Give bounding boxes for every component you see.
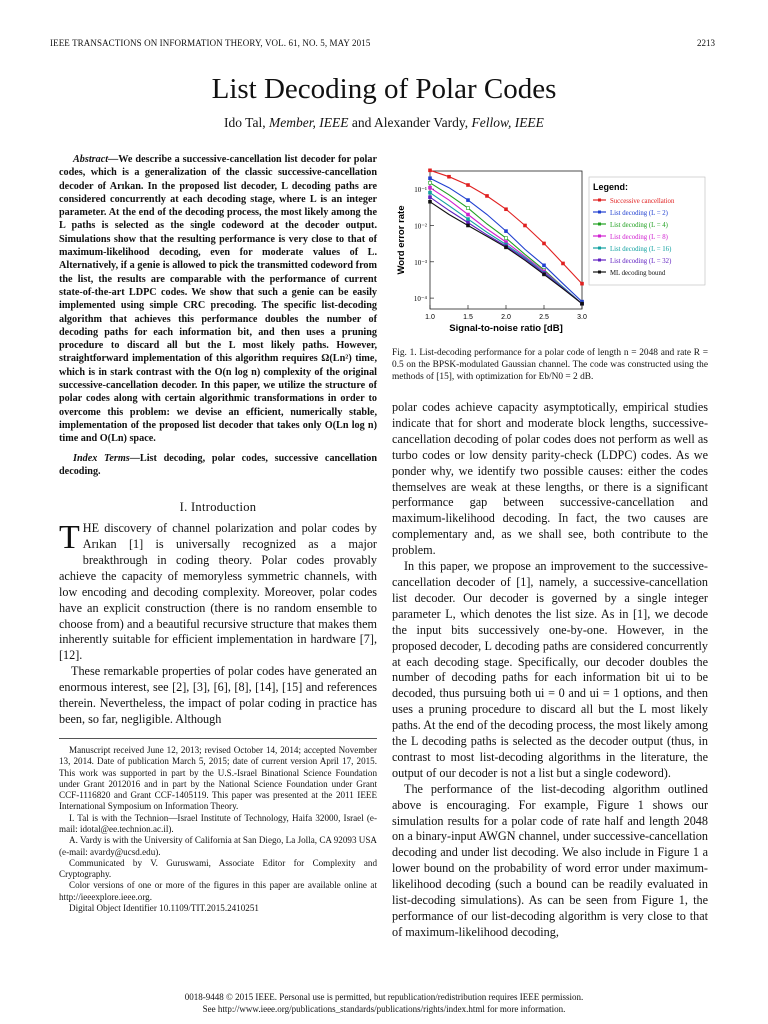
legend-entry: List decoding (L = 16) — [610, 246, 672, 253]
series-point — [543, 242, 546, 245]
series-point — [467, 224, 470, 227]
series-line — [430, 170, 582, 283]
series-line — [430, 197, 582, 304]
footnote: A. Vardy is with the University of California at San Diego, La Jolla, CA 92093 USA (e-mail: avardy@ucsd.edu). — [59, 835, 377, 857]
series-point — [467, 213, 470, 216]
x-axis-label: Signal-to-noise ratio [dB] — [449, 323, 563, 333]
index-terms-text: List decoding, polar codes, successive cancellation decoding. — [59, 452, 377, 477]
wer-chart — [392, 163, 708, 333]
figure-caption: Fig. 1. List-decoding performance for a polar code of length n = 2048 and rate R = 0.5 on the BPSK-modulated Gaussian channel. The code was constructed using the methods of [15], with optimization for Eb/N0 = 2 dB. — [392, 348, 708, 382]
series-point — [429, 200, 432, 203]
series-point — [429, 191, 432, 194]
author-name: Ido Tal, — [224, 115, 266, 130]
y-ticks — [414, 186, 434, 303]
legend-entry: ML decoding bound — [610, 270, 666, 277]
legend-entry: List decoding (L = 4) — [610, 222, 668, 229]
legend-frame — [589, 177, 705, 285]
plot-frame — [430, 171, 582, 309]
author-name: Alexander Vardy, — [373, 115, 469, 130]
abstract — [59, 153, 377, 446]
footnote-rule — [59, 738, 377, 739]
legend-marker — [598, 271, 601, 274]
index-terms — [59, 452, 377, 479]
intro-paragraph-2: These remarkable properties of polar codes have generated an enormous interest, see [2], [3], [6], [8], [14], [15] and references therein. Nevertheless, the impact of polar coding in practice has been, so far, negligible. Although — [59, 664, 377, 726]
series-point — [543, 273, 546, 276]
series-point — [429, 196, 432, 199]
index-terms-label: Index Terms— — [73, 452, 140, 464]
y-axis-label: Word error rate — [396, 205, 407, 275]
x-tick-label: 2.5 — [539, 314, 549, 321]
series-point — [467, 218, 470, 221]
series-point — [467, 221, 470, 224]
footnote: Color versions of one or more of the figures in this paper are available online at http://ieeexplore.ieee.org. — [59, 880, 377, 902]
author-line — [0, 115, 768, 131]
legend-marker — [598, 247, 601, 250]
series-point — [486, 194, 489, 197]
footnote: Manuscript received June 12, 2013; revised October 14, 2014; accepted November 13, 2014. Date of publication March 5, 2015; date of current version April 17, 2015. This work was supported in part by the U.S.-Israel Binational Science Foundation under Grant 2012016 and in part by the National Science Foundation under Grant CCF-1116820 and Grant CCF-1405119. This paper was presented at the 2011 IEEE International Symposium on Information Theory. — [59, 744, 377, 812]
series-point — [581, 302, 584, 305]
legend-marker — [598, 259, 601, 262]
right-paragraph-1: polar codes achieve capacity asymptotically, empirical studies indicate that for short and moderate block lengths, successive-cancellation decoding of polar codes does not perform as well as turbo codes or low density parity-check (LDPC) codes. As we ponder why, we identify two possible causes: either the codes themselves are weak at these lengths, or there is a significant performance gap between successive-cancellation and maximum-likelihood decoding. In fact, the two causes are complementary and, as we shall see, both contribute to the problem. — [392, 400, 708, 558]
legend-marker — [598, 223, 601, 226]
author-role: Member, IEEE — [268, 115, 349, 130]
series-point — [581, 282, 584, 285]
section-heading: I. Introduction — [179, 500, 257, 515]
paper-title: List Decoding of Polar Codes — [211, 73, 557, 105]
y-tick-label: 10⁻² — [414, 222, 427, 231]
intro-paragraph — [59, 521, 377, 664]
series-point — [505, 246, 508, 249]
abstract-text: We describe a successive-cancellation list decoder for polar codes, which is a generalization of the classic successive-cancellation decoder of Arıkan. In the proposed list decoder, L decoding paths are considered concurrently at each decoding stage, where L is an integer parameter. At the end of the decoding process, the most likely among the L paths is selected as the single codeword at the decoder output. Simulations show that the resulting performance is very close to that of maximum-likelihood decoding, even for moderate values of L. Alternatively, if a genie is allowed to pick the transmitted codeword from the list, the results are comparable with the performance of current state-of-the-art LDPC codes. We show that such a genie can be easily implemented using simple CRC precoding. The specific list-decoding algorithm that achieves this performance doubles the number of decoding paths for each information bit, and then uses a pruning procedure to discard all but the L most likely paths. However, straightforward implementation of this algorithm requires Ω(Ln²) time, which is in stark contrast with the O(n log n) complexity of the original successive-cancellation decoder. In this paper, we utilize the structure of polar codes along with certain algorithmic transformations in order to overcome this problem: we devise an efficient, numerically stable, implementation of the proposed list decoder that takes only O(Ln log n) time and O(Ln) space. — [59, 154, 377, 445]
footnote: Communicated by V. Guruswami, Associate Editor for Complexity and Cryptography. — [59, 857, 377, 880]
page-number: 2213 — [697, 38, 715, 48]
series-point — [429, 186, 432, 189]
copyright-line: 0018-9448 © 2015 IEEE. Personal use is permitted, but republication/redistribution requires IEEE permission. — [184, 992, 584, 1002]
right-paragraph-2: In this paper, we propose an improvement to the successive-cancellation decoder of [1], namely, a successive-cancellation list decoder. Our decoder is governed by a single integer parameter L, which denotes the list size. As in [1], we decode the input bits successively one-by-one. However, in the proposed decoder, L decoding paths are considered concurrently at each decoding stage. Specifically, our decoder doubles the number of decoding paths for each information bit ui to be decoded, thus pursuing both ui = 0 and ui = 1 options, and then uses a pruning procedure to discard all but the L most likely paths. At the end of the decoding process, the most likely among the L decoding paths is selected as the decoder output (thus, in contrast to most list-decoding algorithms in the literature, the output of our decoder is not a list but a single codeword). — [392, 559, 708, 780]
intro-paragraph-text: HE discovery of channel polarization and polar codes by Arıkan [1] is universally recognized as a major breakthrough in coding theory. Polar codes provably achieve the capacity of memoryless symmetric channels, with low encoding and decoding complexity. Moreover, polar codes have an explicit construction (there is no random ensemble to choose from) and a beautiful recursive structure that makes them inherently suitable for efficient implementation in hardware [7], [12]. — [59, 521, 377, 663]
permissions-line: See http://www.ieee.org/publications_standards/publications/rights/index.html for more information. — [202, 1004, 566, 1014]
y-tick-label: 10⁻⁴ — [413, 295, 427, 304]
x-tick-label: 2.0 — [501, 314, 511, 321]
footnotes — [59, 745, 377, 914]
series-line — [430, 202, 582, 304]
series-point — [505, 208, 508, 211]
legend-marker — [598, 211, 601, 214]
x-tick-label: 3.0 — [577, 314, 587, 321]
author-conjunction: and — [351, 115, 372, 130]
drop-cap: T — [59, 519, 80, 557]
series-point — [505, 237, 508, 240]
figure-1 — [392, 163, 708, 333]
y-tick-label: 10⁻³ — [414, 258, 427, 267]
abstract-label: Abstract— — [73, 154, 119, 165]
x-tick-label: 1.0 — [425, 314, 435, 321]
x-ticks — [425, 305, 587, 321]
legend-entry: List decoding (L = 8) — [610, 234, 668, 241]
series-point — [505, 230, 508, 233]
left-column — [59, 153, 377, 914]
legend-entry: List decoding (L = 2) — [610, 210, 668, 217]
author-role: Fellow, IEEE — [471, 115, 544, 130]
legend — [589, 177, 705, 285]
series-point — [429, 177, 432, 180]
legend-marker — [598, 235, 601, 238]
series-point — [467, 207, 470, 210]
right-column — [392, 400, 708, 941]
legend-title: Legend: — [593, 182, 628, 192]
footnote: I. Tal is with the Technion—Israel Institute of Technology, Haifa 32000, Israel (e-mail: idotal@ee.technion.ac.il). — [59, 812, 377, 834]
series-point — [562, 262, 565, 265]
series-point — [524, 224, 527, 227]
legend-marker — [598, 199, 601, 202]
x-tick-label: 1.5 — [463, 314, 473, 321]
series-point — [467, 184, 470, 187]
running-header: IEEE TRANSACTIONS ON INFORMATION THEORY, VOL. 61, NO. 5, MAY 2015 — [50, 38, 371, 48]
legend-entry: Successive cancellation — [610, 198, 675, 205]
series-point — [448, 175, 451, 178]
series-point — [467, 199, 470, 202]
series-point — [543, 264, 546, 267]
y-tick-label: 10⁻¹ — [414, 186, 427, 195]
footnote: Digital Object Identifier 10.1109/TIT.2015.2410251 — [69, 903, 259, 914]
series-point — [429, 169, 432, 172]
series-point — [429, 181, 432, 184]
legend-entry: List decoding (L = 32) — [610, 258, 672, 265]
right-paragraph-3: The performance of the list-decoding algorithm outlined above is encouraging. For example, Figure 1 shows our simulation results for a polar code of rate half and length 2048 on a binary-input AWGN channel, under successive-cancellation decoding and under list decoding. We also include in Figure 1 a lower bound on the probability of word error under maximum-likelihood decoding (such a bound can be readily evaluated in list-decoding simulations). As can be seen from Figure 1, the performance of our list-decoding algorithm is very close to that of maximum-likelihood decoding, — [392, 781, 708, 939]
